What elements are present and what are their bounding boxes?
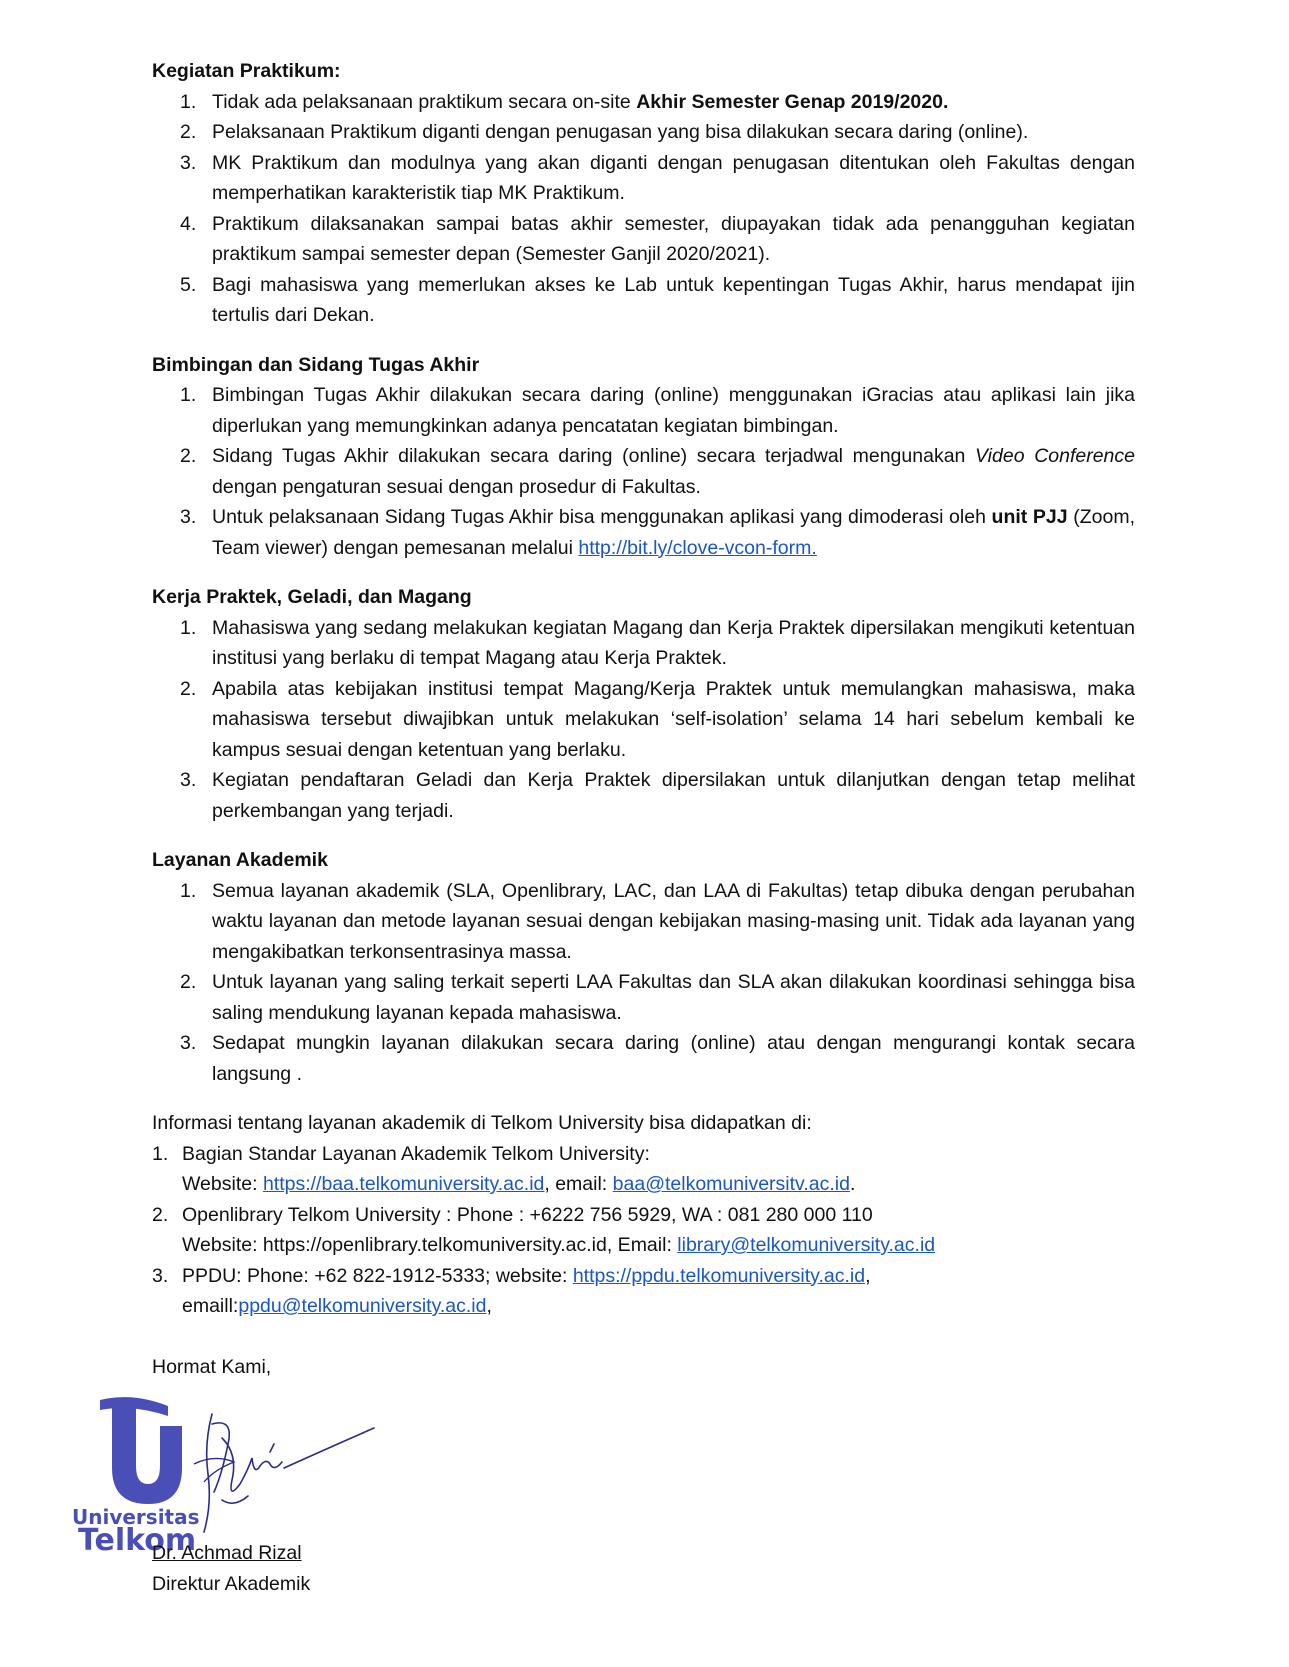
signer xyxy=(152,1538,310,1599)
closing-greeting: Hormat Kami, xyxy=(152,1355,272,1378)
list-item: 2. Pelaksanaan Praktikum diganti dengan penugasan yang bisa dilakukan secara daring (online). xyxy=(180,121,1029,143)
handwritten-signature-icon xyxy=(174,1404,434,1544)
list-item: 1. Tidak ada pelaksanaan praktikum secara on-site Akhir Semester Genap 2019/2020. xyxy=(180,90,949,113)
baa-email-link[interactable]: baa@telkomuniversitv.ac.id xyxy=(612,1173,850,1195)
list-item: 5. Bagi mahasiswa yang memerlukan akses ke Lab untuk kepentingan Tugas Akhir, harus mendapat ijin tertulis dari Dekan. xyxy=(180,273,1135,326)
list-item: 3. Kegiatan pendaftaran Geladi dan Kerja Praktek dipersilakan untuk dilanjutkan dengan tetap melihat perkembangan yang terjadi. xyxy=(180,769,1135,822)
list-item: 4. Praktikum dilaksanakan sampai batas akhir semester, diupayakan tidak ada penangguhan kegiatan praktikum sampai semester depan (Semester Ganjil 2020/2021). xyxy=(180,212,1135,265)
signer-name: Dr. Achmad Rizal xyxy=(152,1542,302,1564)
document-page xyxy=(72,56,1136,1595)
list-item: 1. Mahasiswa yang sedang melakukan kegiatan Magang dan Kerja Praktek dipersilakan mengikuti ketentuan institusi yang berlaku di tempat Magang atau Kerja Praktek. xyxy=(180,616,1135,669)
signer-position: Direktur Akademik xyxy=(152,1572,311,1595)
list-praktikum xyxy=(152,87,1135,331)
list-item: 3. MK Praktikum dan modulnya yang akan diganti dengan penugasan ditentukan oleh Fakultas dengan memperhatikan karakteristik tiap MK Praktikum. xyxy=(180,151,1135,204)
logo-text-telkom: Telkom xyxy=(78,1523,197,1556)
info-item: 1. Bagian Standar Layanan Akademik Telkom University: Website: https://baa.telkomuniversity.ac.id, email: baa@telkomuniversitv.ac.id. xyxy=(152,1142,856,1195)
list-item: 3. Untuk pelaksanaan Sidang Tugas Akhir bisa menggunakan aplikasi yang dimoderasi oleh unit PJJ (Zoom, Team viewer) dengan pemesanan melalui http://bit.ly/clove-vcon-form. xyxy=(180,506,1135,559)
section-title-praktikum: Kegiatan Praktikum: xyxy=(152,60,341,82)
info-item: 3. PPDU: Phone: +62 822-1912-5333; website: https://ppdu.telkomuniversity.ac.id, emaill:ppdu@telkomuniversity.ac.id, xyxy=(152,1264,871,1317)
list-item: 2. Apabila atas kebijakan institusi tempat Magang/Kerja Praktek untuk memulangkan mahasiswa, maka mahasiswa tersebut diwajibkan untuk melakukan ‘self-isolation’ selama 14 hari sebelum kembali ke kampus sesuai dengan ketentuan yang berlaku. xyxy=(180,677,1135,761)
section-title-layanan: Layanan Akademik xyxy=(152,849,328,871)
list-item: 3. Sedapat mungkin layanan dilakukan secara daring (online) atau dengan mengurangi kontak secara langsung . xyxy=(180,1032,1135,1085)
list-item: 1. Semua layanan akademik (SLA, Openlibrary, LAC, dan LAA di Fakultas) tetap dibuka dengan perubahan waktu layanan dan metode layanan sesuai dengan kebijakan masing-masing unit. Tidak ada layanan yang mengakibatkan terkonsentrasinya massa. xyxy=(180,879,1135,963)
list-tugas-akhir xyxy=(152,380,1135,563)
list-item: 2. Sidang Tugas Akhir dilakukan secara daring (online) secara terjadwal mengunakan Video Conference dengan pengaturan sesuai dengan prosedur di Fakultas. xyxy=(180,445,1136,498)
library-email-link[interactable]: library@telkomuniversity.ac.id xyxy=(677,1234,936,1256)
list-layanan xyxy=(152,876,1135,1090)
logo-text-universitas: Universitas xyxy=(72,1505,200,1529)
list-item: 1. Bimbingan Tugas Akhir dilakukan secara daring (online) menggunakan iGracias atau aplikasi lain jika diperlukan yang memungkinkan adanya pencatatan kegiatan bimbingan. xyxy=(180,384,1135,437)
list-magang xyxy=(152,613,1135,827)
baa-website-link[interactable]: https://baa.telkomuniversity.ac.id xyxy=(262,1173,545,1195)
section-title-magang: Kerja Praktek, Geladi, dan Magang xyxy=(152,586,472,608)
info-item: 2. Openlibrary Telkom University : Phone : +6222 756 5929, WA : 081 280 000 110 Website: https://openlibrary.telkomuniversity.ac.id, Email: library@telkomuniversity.ac.id xyxy=(152,1203,936,1256)
vcon-form-link[interactable]: http://bit.ly/clove-vcon-form. xyxy=(578,536,817,559)
signature-block xyxy=(72,1382,1135,1595)
ppdu-website-link[interactable]: https://ppdu.telkomuniversity.ac.id xyxy=(572,1264,866,1287)
info-list xyxy=(152,1139,1135,1322)
section-title-tugas-akhir: Bimbingan dan Sidang Tugas Akhir xyxy=(152,353,480,376)
list-item: 2. Untuk layanan yang saling terkait seperti LAA Fakultas dan SLA akan dilakukan koordinasi sehingga bisa saling mendukung layanan kepada mahasiswa. xyxy=(180,971,1135,1024)
info-intro: Informasi tentang layanan akademik di Telkom University bisa didapatkan di: xyxy=(152,1112,812,1134)
ppdu-email-link[interactable]: ppdu@telkomuniversity.ac.id xyxy=(238,1295,487,1317)
